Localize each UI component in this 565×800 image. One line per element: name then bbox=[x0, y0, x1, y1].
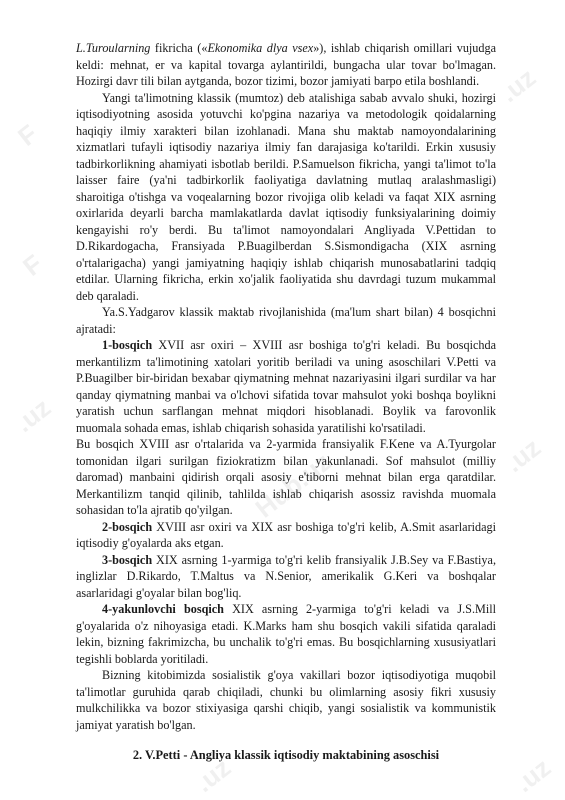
watermark-text: F bbox=[12, 118, 44, 152]
paragraph bbox=[76, 552, 496, 602]
paragraph bbox=[76, 40, 496, 90]
italic-text: Ekonomika dlya vsex bbox=[207, 41, 314, 55]
bold-term: 3-bosqich bbox=[102, 552, 153, 567]
watermark-text: .uz bbox=[509, 752, 557, 799]
watermark-text: Hub.uz bbox=[249, 446, 337, 524]
text-segment: XVIII asr oxiri va XIX asr boshiga to'g'ri kelib, A.Smit asarlaridagi iqtisodiy g'oyalarda aks etgan. bbox=[76, 519, 496, 550]
paragraph bbox=[76, 519, 496, 552]
watermark-text: .uz bbox=[189, 752, 237, 799]
italic-text: L.Turoularning bbox=[76, 41, 151, 55]
text-segment: fikricha (« bbox=[150, 41, 208, 55]
text-segment: Yangi ta'limotning klassik (mumtoz) deb atalishiga sabab avvalo shuki, hozirgi iqtisodiyotning asosida yotuvchi ko'pgina nazariya va metodologik qoidalarning haqiqiy ilmiy xarakteri bilan izohlanadi. Mana shu maktab namoyondalarining xizmatlari tufayli iqtisodiy nazariya ilmiy fan darajasiga ko'tarildi. Erkin xususiy tadbirkorlikning ahamiyati isbotlab berildi. P.Samuelson fikricha, yangi ta'limot to'la laisser faire (ya'ni tadbirkorlik faoliyatiga davlatning mutlaq aralashmasligi) sharoitiga o'tishga va voqealarning bozor rivojiga olib keladi va faqat XIX asrning oxirlarida deyarli barcha mamlakatlarda davlat iqtisodiy funksiyalarining doimiy kengayishi ro'y berdi. Bu ta'limot namoyondalari Angliyada V.Pettidan to D.Rikardogacha, Fransiyada P.Buagilberdan S.Sismondigacha (XIX asrning o'rtalarigacha) yangi jamiyatning haqiqiy ishlab chiqarish munosabatlarini tadqiq etdilar. Ularning fikricha, erkin xo'jalik faoliyatida shu davrdagi tuzum mukammal deb qaraladi. bbox=[76, 90, 496, 303]
text-segment: Bu bosqich XVIII asr o'rtalarida va 2-yarmida fransiyalik F.Kene va A.Tyurgolar tomonidan ilgari surilgan fiziokratizm bilan yakunlanadi. Sof mahsulot (milliy daromad) manbaini qidirish orqali asosiy e'tiborni mehnat bilan erga qaratdilar. Merkantilizm tanqid qilinib, tahlilda ishlab chiqarish asossiz ravishda muomala sohasidan to'la ajratib qo'yilgan. bbox=[76, 437, 496, 517]
bold-term: 4-yakunlovchi bosqich bbox=[102, 602, 224, 616]
paragraph bbox=[76, 436, 496, 519]
watermark-text: .uz bbox=[494, 62, 542, 109]
section-heading: 2. V.Petti - Angliya klassik iqtisodiy maktabining asoschisi bbox=[132, 748, 440, 762]
watermark-text: .uz bbox=[9, 392, 57, 439]
watermark-text: F bbox=[17, 248, 49, 282]
document-page bbox=[76, 40, 496, 764]
paragraph bbox=[76, 601, 496, 667]
text-segment: »), ishlab chiqarish omillari vujudga keldi: mehnat, er va kapital tovarga aylantirildi, bungacha ular tovar bo'lmagan. Hozirgi davr tili bilan aytganda, bozor tizimi, bozor jamiyati barpo etila boshlandi. bbox=[76, 41, 496, 88]
body-text bbox=[76, 40, 496, 733]
bold-term: 1-bosqich bbox=[102, 338, 153, 352]
paragraph bbox=[76, 667, 496, 733]
text-segment: Bizning kitobimizda sosialistik g'oya vakillari bozor iqtisodiyotiga muqobil ta'limotlar guruhida qarab chiqiladi, chunki bu olimlarning asosiy fikri xususiy mulkchilikka va bozor stixiyasiga qarshi chiqib, yangi sosialistik va kommunistik jamiyat yaratish bo'lgan. bbox=[76, 668, 496, 732]
paragraph bbox=[76, 304, 496, 337]
text-segment: XIX asrning 1-yarmiga to'g'ri kelib fransiyalik J.B.Sey va F.Bastiya, inglizlar D.Rikardo, T.Maltus va N.Senior, amerikalik G.Keri va boshqalar asarlaridagi g'oyalar bilan bog'liq. bbox=[76, 552, 496, 600]
paragraph bbox=[76, 337, 496, 436]
text-segment: XIX asrning 2-yarmiga to'g'ri keladi va J.S.Mill g'oyalarida o'z nihoyasiga etadi. K.Marks ham shu bosqich vakili sifatida qaraladi lekin, bizning fakrimizcha, bu unchalik to'g'ri emas. Bu bosqichlarning xususiyatlari tegishli boblarda yoritiladi. bbox=[76, 602, 496, 666]
text-segment: XVII asr oxiri – XVIII asr boshiga to'g'ri keladi. Bu bosqichda merkantilizm ta'limotining xatolari yoritib beriladi va uning asoschilari V.Petti va P.Buagilber bir-biridan bexabar qiymatning mehnat nazariyasini ilgari surdilar va har qanday qiymatning manbai va o'lchovi sifatida tovar mahsulot yoki boshqa boylikni yaratish uchun sarflangan mehnat miqdori hisoblanadi. Boylik va farovonlik muomala sohada emas, ishlab chiqarish sohasida yaratilishi ko'rsatiladi. bbox=[76, 338, 496, 435]
paragraph bbox=[76, 90, 496, 305]
text-segment: Ya.S.Yadgarov klassik maktab rivojlanishida (ma'lum shart bilan) 4 bosqichni ajratadi: bbox=[76, 305, 496, 336]
bold-term: 2-bosqich bbox=[102, 519, 153, 534]
watermark-text: .uz bbox=[499, 432, 547, 479]
